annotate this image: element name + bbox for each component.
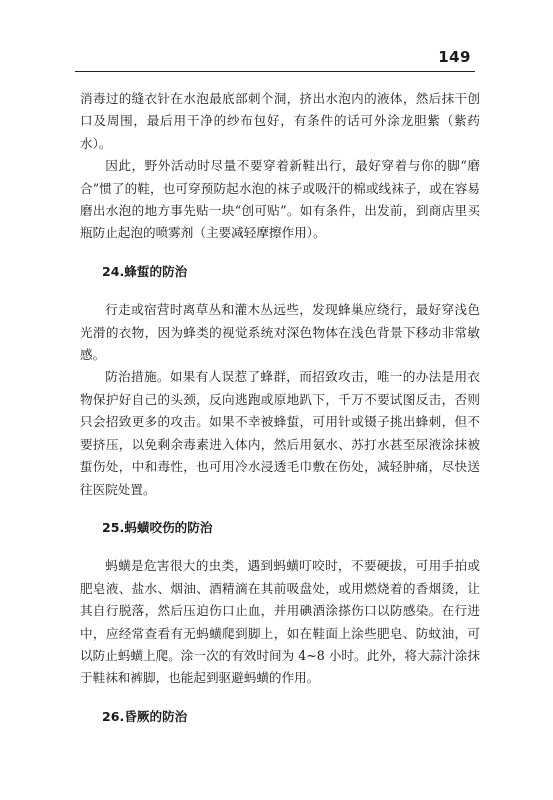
paragraph-blister-prevention: 因此，野外活动时尽量不要穿着新鞋出行，最好穿着与你的脚“磨合”惯了的鞋，也可穿预防起水泡的袜子或吸汗的棉或线袜子，或在容易磨出水泡的地方事先贴一块“创可贴”。如有条件，出发前，到商店里买瓶防止起泡的喷雾剂（主要减轻摩擦作用）。 — [80, 158, 480, 241]
section-heading-bee-sting: 24.蜂蜇的防治 — [102, 263, 188, 279]
paragraph-leech-treatment: 蚂蟥是危害很大的虫类，遇到蚂蟥叮咬时，不要硬拔，可用手拍或肥皂液、盐水、烟油、酒精滴在其前吸盘处，或用燃烧着的香烟烫，让其自行脱落，然后压迫伤口止血，并用碘酒涂搽伤口以防感染。在行进中，应经常查看有无蚂蟥爬到脚上，如在鞋面上涂些肥皂、防蚊油，可以防止蚂蟥上爬。涂一次的有效时间为 4~8 小时。此外，将大蒜汁涂抹于鞋袜和裤脚，也能起到驱避蚂蟥的作用。 — [80, 558, 480, 686]
paragraph-blister-treatment: 消毒过的缝衣针在水泡最底部刺个洞，挤出水泡内的液体，然后抹干创口及周围，最后用干净的纱布包好，有条件的话可外涂龙胆紫（紫药水）。 — [80, 91, 480, 151]
paragraph-bee-avoidance: 行走或宿营时离草丛和灌木丛远些，发现蜂巢应绕行，最好穿浅色光滑的衣物，因为蜂类的视觉系统对深色物体在浅色背景下移动非常敏感。 — [80, 302, 480, 363]
page-number: 149 — [438, 48, 471, 66]
page-content — [80, 88, 480, 744]
section-heading-fainting: 26.昏厥的防治 — [102, 708, 188, 724]
paragraph-bee-measures: 防治措施。如果有人误惹了蜂群，而招致攻击，唯一的办法是用衣物保护好自己的头颈，反向逃跑或原地趴下，千万不要试图反击，否则只会招致更多的攻击。如果不幸被蜂蜇，可用针或镊子挑出蜂刺，但不要挤压，以免剩余毒素进入体内，然后用氨水、苏打水甚至尿液涂抹被蜇伤处，中和毒性，也可用冷水浸透毛巾敷在伤处，减轻肿痛，尽快送往医院处置。 — [80, 369, 480, 497]
header-rule — [75, 71, 475, 72]
section-heading-leech-bite: 25.蚂蟥咬伤的防治 — [102, 519, 213, 535]
